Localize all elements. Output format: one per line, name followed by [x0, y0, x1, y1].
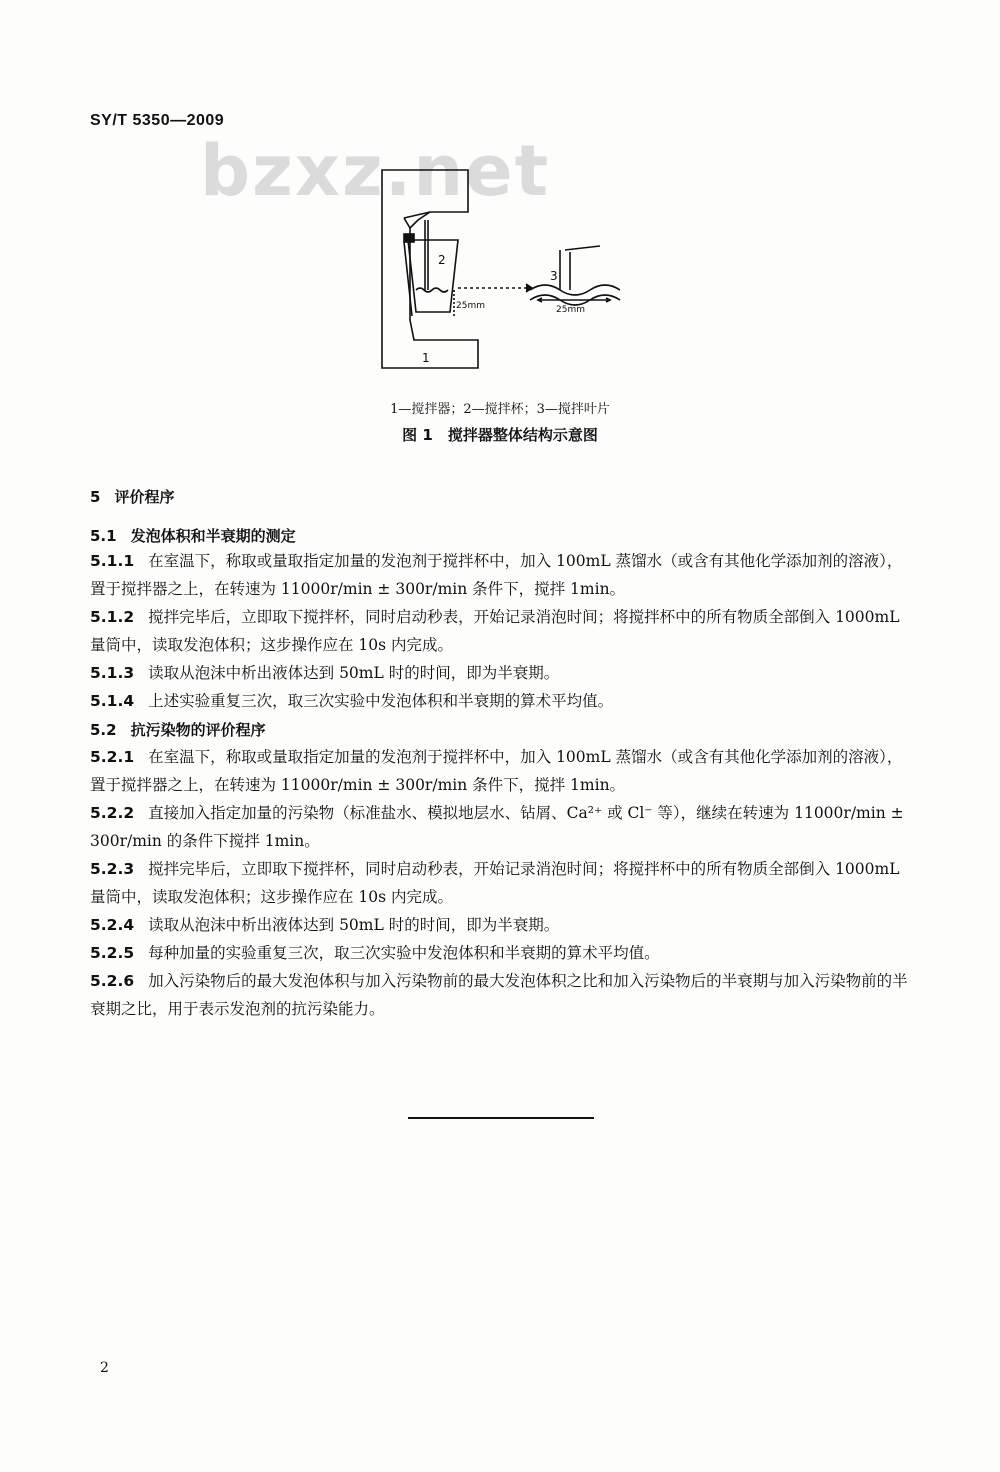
end-rule	[408, 1117, 594, 1119]
para-5-1-2: 5.1.2 搅拌完毕后，立即取下搅拌杯，同时启动秒表，开始记录消泡时间；将搅拌杯中的所有物质全部倒入 1000mL 量筒中，读取发泡体积；这步操作应在 10s 内完成。	[90, 608, 900, 654]
section-heading-5	[90, 486, 174, 507]
figure-caption: 图 1 搅拌器整体结构示意图	[402, 426, 598, 444]
dim-label-1: 25mm	[456, 301, 485, 311]
blade-detail	[530, 285, 620, 295]
label-2: 2	[438, 253, 446, 267]
mixer-body	[382, 170, 478, 368]
page-number: 2	[100, 1360, 109, 1376]
para-5-1-1: 5.1.1 在室温下，称取或量取指定加量的发泡剂于搅拌杯中，加入 100mL 蒸馏水（或含有其他化学添加剂的溶液），置于搅拌器之上，在转速为 11000r/min ± 300r/min 条件下，搅拌 1min。	[90, 552, 903, 598]
dim-label-2: 25mm	[556, 305, 585, 315]
label-1: 1	[422, 351, 430, 365]
para-5-1-4: 5.1.4 上述实验重复三次，取三次实验中发泡体积和半衰期的算术平均值。	[90, 692, 614, 710]
mixer-diagram	[370, 140, 640, 380]
para-5-2-1: 5.2.1 在室温下，称取或量取指定加量的发泡剂于搅拌杯中，加入 100mL 蒸馏水（或含有其他化学添加剂的溶液），置于搅拌器之上，在转速为 11000r/min ± 300r/min 条件下，搅拌 1min。	[90, 748, 903, 794]
para-5-2-2: 5.2.2 直接加入指定加量的污染物（标准盐水、模拟地层水、钻屑、Ca²⁺ 或 Cl⁻ 等），继续在转速为 11000r/min ± 300r/min 的条件下搅拌 1min。	[90, 804, 904, 850]
para-5-2-5: 5.2.5 每种加量的实验重复三次，取三次实验中发泡体积和半衰期的算术平均值。	[90, 944, 660, 962]
section-number: 5	[90, 488, 101, 506]
para-5-1-3: 5.1.3 读取从泡沫中析出液体达到 50mL 时的时间，即为半衰期。	[90, 664, 560, 682]
para-5-2-6: 5.2.6 加入污染物后的最大发泡体积与加入污染物前的最大发泡体积之比和加入污染物后的半衰期与加入污染物前的半衰期之比，用于表示发泡剂的抗污染能力。	[90, 972, 908, 1018]
mixing-cup	[408, 240, 458, 312]
subsection-heading-5-2: 5.2 抗污染物的评价程序	[90, 721, 266, 739]
label-3: 3	[550, 269, 558, 283]
figure-legend: 1—搅拌器；2—搅拌杯；3—搅拌叶片	[390, 402, 610, 417]
subsection-heading-5-1: 5.1 发泡体积和半衰期的测定	[90, 527, 296, 545]
para-5-2-3: 5.2.3 搅拌完毕后，立即取下搅拌杯，同时启动秒表，开始记录消泡时间；将搅拌杯中的所有物质全部倒入 1000mL 量筒中，读取发泡体积；这步操作应在 10s 内完成。	[90, 860, 900, 906]
watermark: bzxz.net	[200, 130, 551, 212]
section-title: 评价程序	[114, 488, 175, 506]
standard-header: SY/T 5350—2009	[90, 112, 225, 129]
para-5-2-4: 5.2.4 读取从泡沫中析出液体达到 50mL 时的时间，即为半衰期。	[90, 916, 560, 934]
